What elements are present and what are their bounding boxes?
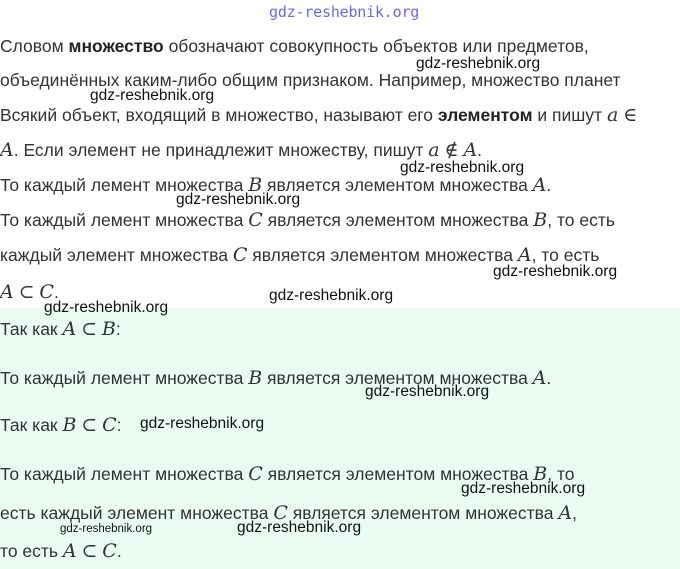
solution-line-4: То каждый лемент множества C является элементом множества B, то [0,463,575,485]
watermark: gdz-reshebnik.org [461,480,586,497]
watermark: gdz-reshebnik.org [60,523,153,535]
watermark: gdz-reshebnik.org [400,159,525,176]
watermark: gdz-reshebnik.org [90,87,215,104]
solution-line-3: Так как B ⊂ C: [0,414,122,436]
solution-line-2: То каждый лемент множества B является элементом множества A. [0,367,552,389]
watermark: gdz-reshebnik.org [237,519,362,536]
term-set: множество [68,36,164,56]
solution-line-5: есть каждый элемент множества C является элементом множества A, [0,502,577,524]
watermark: gdz-reshebnik.org [44,299,169,316]
watermark: gdz-reshebnik.org [269,287,394,304]
watermark: gdz-reshebnik.org [416,55,541,72]
watermark: gdz-reshebnik.org [176,191,301,208]
watermark: gdz-reshebnik.org [365,383,490,400]
theory-line-8: A ⊂ C. [0,281,59,303]
definition-line-3: Всякий объект, входящий в множество, называют его элементом и пишут a ∈ [0,104,638,126]
watermark-top: gdz-reshebnik.org [269,3,420,21]
definition-line-1: Словом множество обозначают совокупность объектов или предметов, [0,36,589,56]
term-element: элементом [437,105,533,125]
definition-line-2: объединённых каким-либо общим признаком. Например, множество планет [0,70,621,90]
theory-line-5: То каждый лемент множества B является элементом множества A. [0,174,552,196]
theory-line-7: каждый элемент множества C является элементом множества A, то есть [0,244,600,266]
definition-line-4: A. Если элемент не принадлежит множеству, пишут a ∉ A. [0,139,483,161]
solution-line-1: Так как A ⊂ B: [0,318,121,340]
theory-line-6: То каждый лемент множества C является элементом множества B, то есть [0,209,615,231]
solution-line-6: то есть A ⊂ C. [0,540,122,562]
watermark: gdz-reshebnik.org [493,263,618,280]
watermark: gdz-reshebnik.org [140,415,265,432]
